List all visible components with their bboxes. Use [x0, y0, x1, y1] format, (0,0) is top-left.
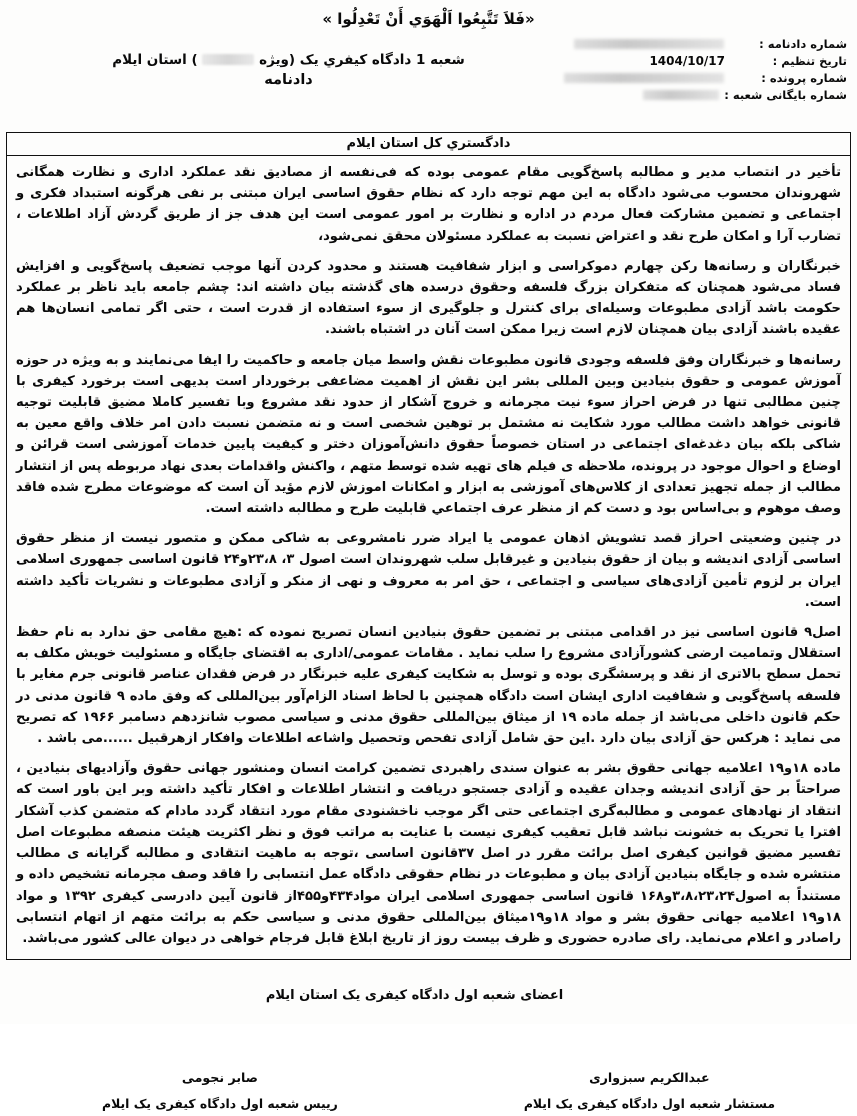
verdict-paragraph: خبرنگاران و رسانه‌ها رکن چهارم دموکراسی و ابزار شفافیت هستند و محدود کردن آنها موجب تضعیف پاسخ‌گویی و افزایش فساد می‌شود همچنان که متفکران بزرگ فلسفه وحقوق درسده های گذشته بیان داشته اند: چشم جامعه باید ناظر بر عملکرد حکومت باشد آزادی مطبوعات وسیله‌ای برای کنترل و جلوگیری از سوء استفاده از قدرت است ، حتی اگر تمامی انسان‌ها هم عقیده باشند آزادی بیان همچنان لازم است زیرا ممکن است آنان در اشتباه باشند.	[16, 258, 841, 338]
case-meta-block	[527, 30, 847, 104]
verdict-paragraph: در چنین وضعیتی احراز قصد تشویش اذهان عمومی یا ایراد ضرر نامشروعی به شاکی ممکن و متصور نیست از منظر حقوق اساسی آزادی اندیشه و بیان از حقوق بنیادین و غیرقابل سلب شهروندان است اصول ۳، ۲۳،۸و۲۴ قانون اساسی جمهوری اسلامی ایران بر لزوم تأمین آزادی‌های سیاسی و اجتماعی ، حق امر به معروف و نهی از منکر و آزادی مطبوعات و نشریات تأکید داشته است.	[16, 531, 841, 610]
redacted-value-case-number	[564, 73, 724, 83]
signature-block-counselor	[524, 1065, 775, 1116]
verdict-paragraph: تأخیر در انتصاب مدیر و مطالبه پاسخ‌گویی مقام عمومی بوده که فی‌نفسه از مصادیق نقد عملکرد اداری و نظارت همگانی شهروندان محسوب می‌شود دادگاه به این مهم توجه دارد که نظام حقوق اساسی ایران مبتنی بر نفی هرگونه استبداد فکری و اجتماعی و تضمین مشارکت فعال مردم در اداره و نظارت بر امور عمومی است این هدف جز از طریق گردش آزاد اطلاعات ، تضارب آرا و امکان طرح نقد و اعتراض نسبت به عملکرد مسئولان محقق نمی‌شود،	[16, 165, 841, 244]
court-branch-prefix: شعبه 1 دادگاه کیفري یک (ویژه	[259, 52, 465, 68]
court-branch-suffix: ) استان ایلام	[112, 52, 198, 68]
meta-row-issue-date	[527, 53, 847, 69]
meta-label-case-number: شماره پرونده :	[761, 71, 847, 85]
document-kind-title: دادنامه	[264, 72, 313, 88]
signature-columns	[6, 1065, 851, 1116]
redacted-value-archive-number	[643, 90, 719, 100]
meta-row-verdict-number	[527, 36, 847, 52]
meta-label-issue-date: تاریخ تنظیم :	[772, 54, 847, 68]
meta-label-verdict-number: شماره دادنامه :	[759, 37, 847, 51]
meta-value-issue-date: 1404/10/17	[649, 54, 725, 68]
meta-row-archive-number	[527, 87, 847, 103]
header-columns	[10, 30, 847, 104]
signature-section	[6, 960, 851, 1116]
document-header	[0, 0, 857, 132]
verdict-body	[7, 156, 850, 959]
court-title-block	[10, 30, 527, 88]
verdict-paragraph: اصل۹ قانون اساسی نیز در اقدامی مبتنی بر تضمین حقوق بنیادین انسان تصریح نموده که :هیچ مقامی حق ندارد به نام حفظ استقلال وتمامیت ارضی کشورآزادی مشروع را سلب نماید . مقامات عمومی/اداری به اقتضای جایگاه و مسئولیت خویش مکلف به تحمل سطح بالاتری از نقد و پرسشگری بوده و توسل به شکایت کیفری علیه خبرنگار در فرض فقدان عناصر قانونی جرم مغایر با فلسفه پاسخ‌گویی و شفافیت اداری ایشان است دادگاه همچنین با لحاظ اسناد الزام‌آور بین‌المللی که وفق ماده ۹ قانون مدنی در حکم قانون داخلی می‌باشد از جمله ماده ۱۹ از میثاق بین‌المللی حقوق مدنی و سیاسی مصوب شانزدهم دسامبر ۱۹۶۶ که تصریح می نماید : هرکس حق آزادی بیان دارد .این حق شامل آزادی تفحص وتحصیل واشاعه اطلاعات وافکار ازهرقبیل ......می باشد .	[16, 625, 841, 747]
quranic-verse: «فَلاَ تَتَّبِعُوا اَلْهَوَي أَنْ تَعْدِلُوا »	[322, 10, 535, 28]
signer-name: صابر نجومی	[181, 1070, 258, 1086]
redacted-court-specialty	[202, 54, 254, 65]
verdict-frame	[6, 132, 851, 960]
meta-row-case-number	[527, 70, 847, 86]
signer-role: مستشار شعبه اول دادگاه کیفری یک ایلام	[523, 1095, 775, 1111]
signature-block-presiding-judge	[102, 1065, 338, 1116]
verdict-paragraph: رسانه‌ها و خبرنگاران وفق فلسفه وجودی قانون مطبوعات نقش واسط میان جامعه و حاکمیت را ایفا می‌نمایند و به ویژه در حوزه آموزش عمومی و حقوق بنیادین وبین المللی بشر این نقش از اهمیت مضاعفی برخوردار است بدیهی است برخورد کیفری با چنین مطالبی تنها در فرض احراز سوء نیت مجرمانه و خروج آشکار از حدود نقد مشروع وبا تفسیر کاملا مضیق قابلیت توجیه قانونی خواهد داشت مطالب مورد شکایت نه مشتمل بر توهین شخصی است و نه متضمن نسبت دادن امر خلاف واقع معین به شاکی بلکه بیان دغدغه‌ای اجتماعی در استان خصوصاً حقوق دانش‌آموزان دختر و کیفیت پایین خدمات آموزشی است قرائن و اوضاع و احوال موجود در پرونده، ملاحظه ی فیلم های تهیه شده توسط متهم ، واکنش واقدامات بعدی نهاد مربوطه پس از انتشار مطالب از جمله تجهیز تعدادی از کلاس‌های آموزشی به ابزار و امکانات اموزش لازم مؤید آن است که موضوعات مطرح شده فاقد وصف موهوم و بی‌اساس بود و دست کم از منظر عرف اجتماعي قابلیت طرح و مطالبه داشته است.	[16, 352, 841, 517]
organization-title: دادگستري کل استان ایلام	[7, 133, 850, 156]
signer-role: رییس شعبه اول دادگاه کیفری یک ایلام	[102, 1095, 338, 1111]
meta-label-archive-number: شماره بایگانی شعبه :	[724, 88, 847, 102]
signature-section-title: اعضای شعبه اول دادگاه کیفری یک استان ایلام	[265, 988, 564, 1004]
court-branch-line	[50, 52, 527, 68]
verdict-paragraph: ماده ۱۸و۱۹ اعلامیه جهانی حقوق بشر به عنوان سندی راهبردی تضمین کرامت انسان ومنشور جهانی حقوق وآزادیهای بنیادین ، صراحتاً بر حق آزادی اندیشه وجدان عقیده و آزادی جستجو دریافت و انتشار اطلاعات و افکار تأکید داشته وبر این باور است که انتقاد از نهادهای عمومی و مطالبه‌گری اجتماعی حتی اگر موجب ناخشنودی مقام مورد انتقاد گردد مادام که متضمن کذب آشکار افترا یا تحریک به خشونت نباشد قابل تعقیب کیفری نیست با عنایت به مراتب فوق و نظر اکثریت هیئت منصفه مطبوعات اصل تفسیر مضیق قوانین کیفری اصل برائت مقرر در اصل ۳۷قانون اساسی ،توجه به ماهیت انتقادی و مطالبه گرایانه ی مطالب منتشره شده و جایگاه بنیادین آزادی بیان و مطبوعات در نظام حقوقی دادگاه عمل انتسابی را فاقد وصف مجرمانه تشخیص داده و مستنداً به اصول۳،۸،۲۳،۲۴و۱۶۸ قانون اساسی جمهوری اسلامی ایران مواد۴۳۴و۴۵۵از قانون آیین دادرسی کیفری ۱۳۹۲ و مواد ۱۸و۱۹ اعلامیه جهانی حقوق بشر و مواد ۱۸و۱۹میثاق بین‌المللی حقوق مدنی و سیاسی حکم به برائت متهم از اتهام انتسابی راصادر و اعلام می‌نماید. رای صادره حضوری و ظرف بیست روز از تاریخ ابلاغ قابل فرجام خواهی در دیوان عالی کشور می‌باشد.	[16, 761, 842, 946]
redacted-value-verdict-number	[574, 39, 724, 49]
signer-name: عبدالکریم سبزواری	[589, 1070, 710, 1086]
